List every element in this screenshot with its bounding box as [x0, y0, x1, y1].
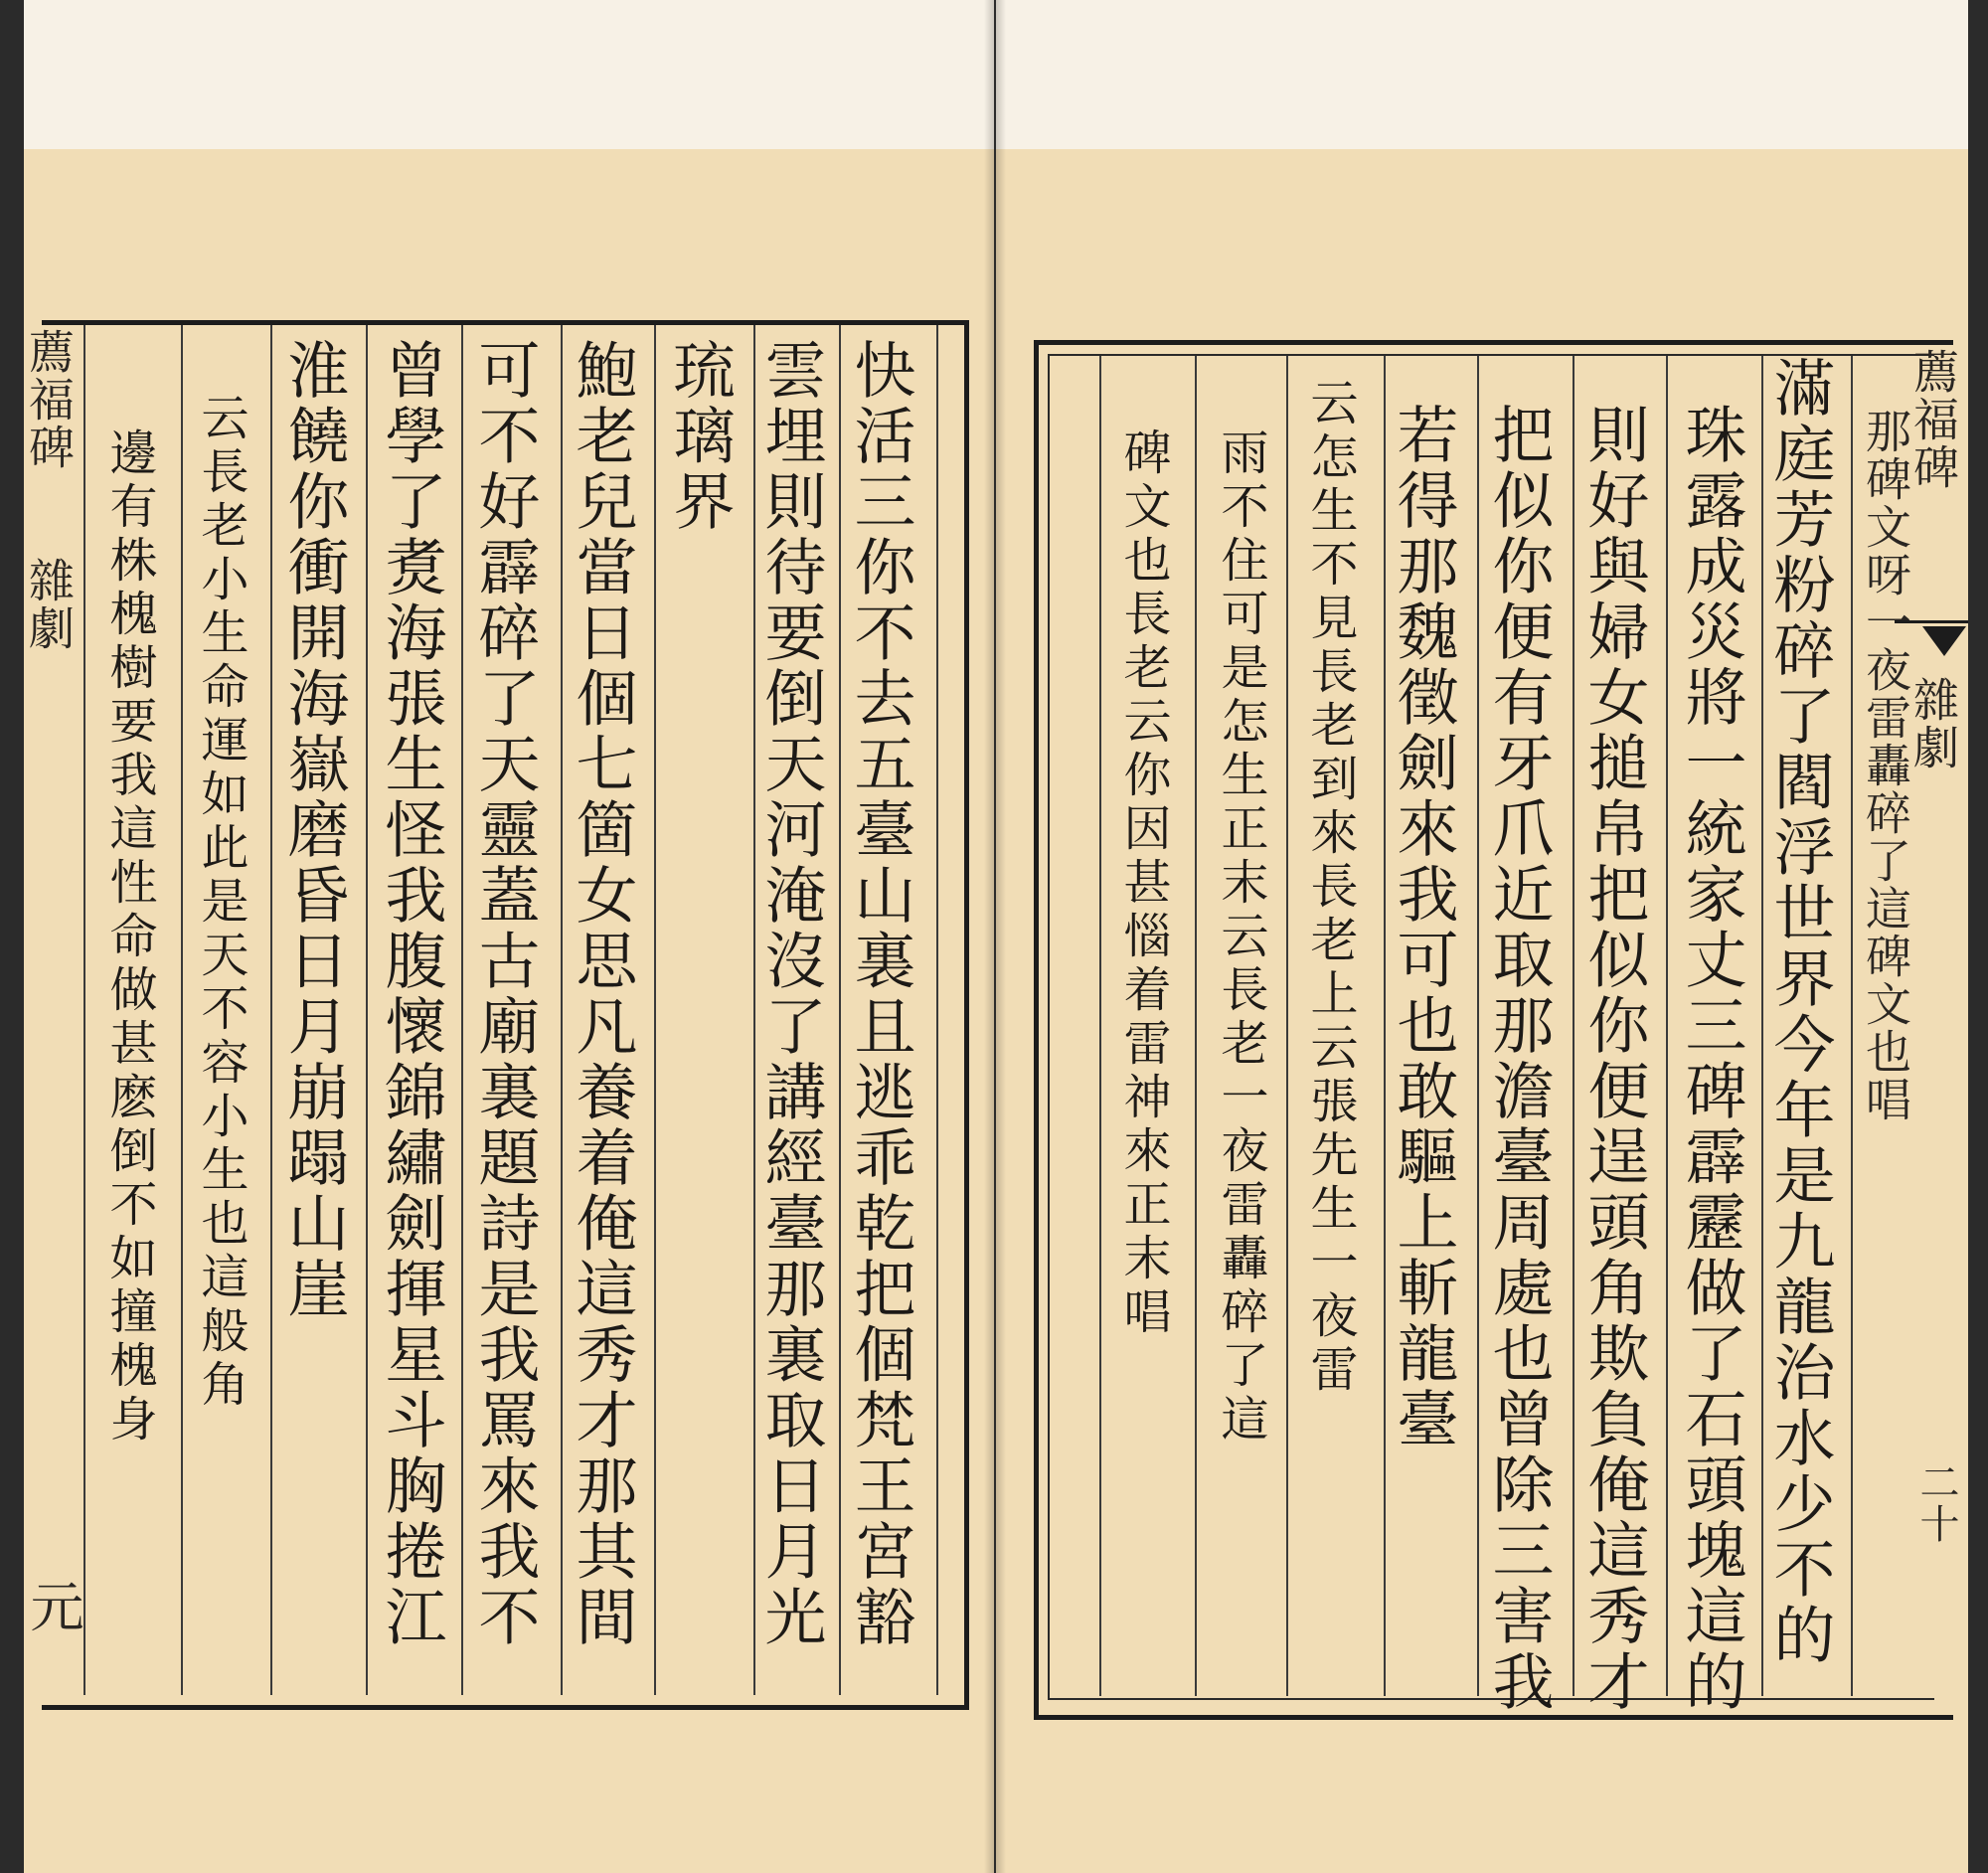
- margin-title: 薦福碑: [22, 328, 76, 471]
- right-rule: [1099, 356, 1101, 1696]
- left-rule: [561, 325, 563, 1695]
- text-column: 滿庭芳粉碎了閻浮世界今年是九龍治水少不的: [1763, 356, 1836, 1668]
- left-rule: [839, 325, 841, 1695]
- text-column: 云怎生不見長老到來長老上云張先生一夜雷: [1302, 378, 1358, 1398]
- text-column: 若得那魏徵劍來我可也敢驅上斬龍臺: [1387, 403, 1459, 1452]
- text-column: 把似你便有牙爪近取那澹臺周處也曾除三害我: [1482, 403, 1555, 1715]
- right-spine-shadow: [996, 0, 1006, 1873]
- right-page: [996, 0, 1968, 1873]
- right-rule: [1384, 356, 1386, 1696]
- left-rule: [654, 325, 656, 1695]
- text-column: 邊有株槐樹要我這性命做甚麽倒不如撞槐身: [101, 427, 157, 1447]
- text-column: 可不好霹碎了天靈蓋古廟裏題詩是我罵來我不: [468, 338, 541, 1650]
- margin-title: 薦福碑: [1906, 348, 1960, 491]
- right-rule: [1477, 356, 1479, 1696]
- right-rule: [1195, 356, 1197, 1696]
- left-rule: [366, 325, 368, 1695]
- text-column: 碑文也長老云你因甚惱着雷神來正末唱: [1115, 427, 1171, 1340]
- text-column: 云長老小生命運如此是天不容小生也這般角: [193, 393, 248, 1413]
- left-rule: [181, 325, 183, 1695]
- left-page: [24, 0, 994, 1873]
- right-rule: [1286, 356, 1288, 1696]
- left-rule: [936, 325, 938, 1695]
- margin-subtitle: 雜劇: [1906, 676, 1960, 771]
- text-column: 雨不住可是怎生正末云長老一夜雷轟碎了這: [1213, 427, 1268, 1447]
- text-column: 雲埋則待要倒天河淹沒了講經臺那裏取日月光: [754, 338, 827, 1650]
- left-rule: [83, 325, 85, 1695]
- right-rule: [1666, 356, 1668, 1696]
- text-column: 鮑老兒當日個七箇女思凡養着俺這秀才那其間: [566, 338, 638, 1650]
- text-column: 曾學了煑海張生怪我腹懷錦繡劍揮星斗胸捲江: [375, 338, 447, 1650]
- text-column: 珠露成災將一統家丈三碑霹靂做了石頭塊這的: [1675, 403, 1747, 1715]
- margin-folio: 二十: [1913, 1461, 1959, 1545]
- fishtail-mark: [1922, 626, 1966, 656]
- margin-folio: 元: [22, 1579, 84, 1634]
- left-rule: [270, 325, 272, 1695]
- margin-line: 那碑文呀一夜雷轟碎了這碑文也唱: [1859, 408, 1912, 1123]
- text-column: 淮饒你衝開海嶽磨昏日月崩蹋山崖: [277, 338, 350, 1322]
- right-rule: [1573, 356, 1574, 1696]
- right-rule: [1851, 356, 1853, 1696]
- margin-subtitle: 雜劇: [22, 557, 76, 652]
- text-column: 則好與婦女搥帛把似你便逞頭角欺負俺這秀才: [1577, 403, 1650, 1715]
- left-rule: [461, 325, 463, 1695]
- text-column: 琉璃界: [663, 338, 736, 535]
- text-column: 快活三你不去五臺山裏且逃乖乾把個梵王宮豁: [844, 338, 916, 1650]
- left-spine-shadow: [984, 0, 994, 1873]
